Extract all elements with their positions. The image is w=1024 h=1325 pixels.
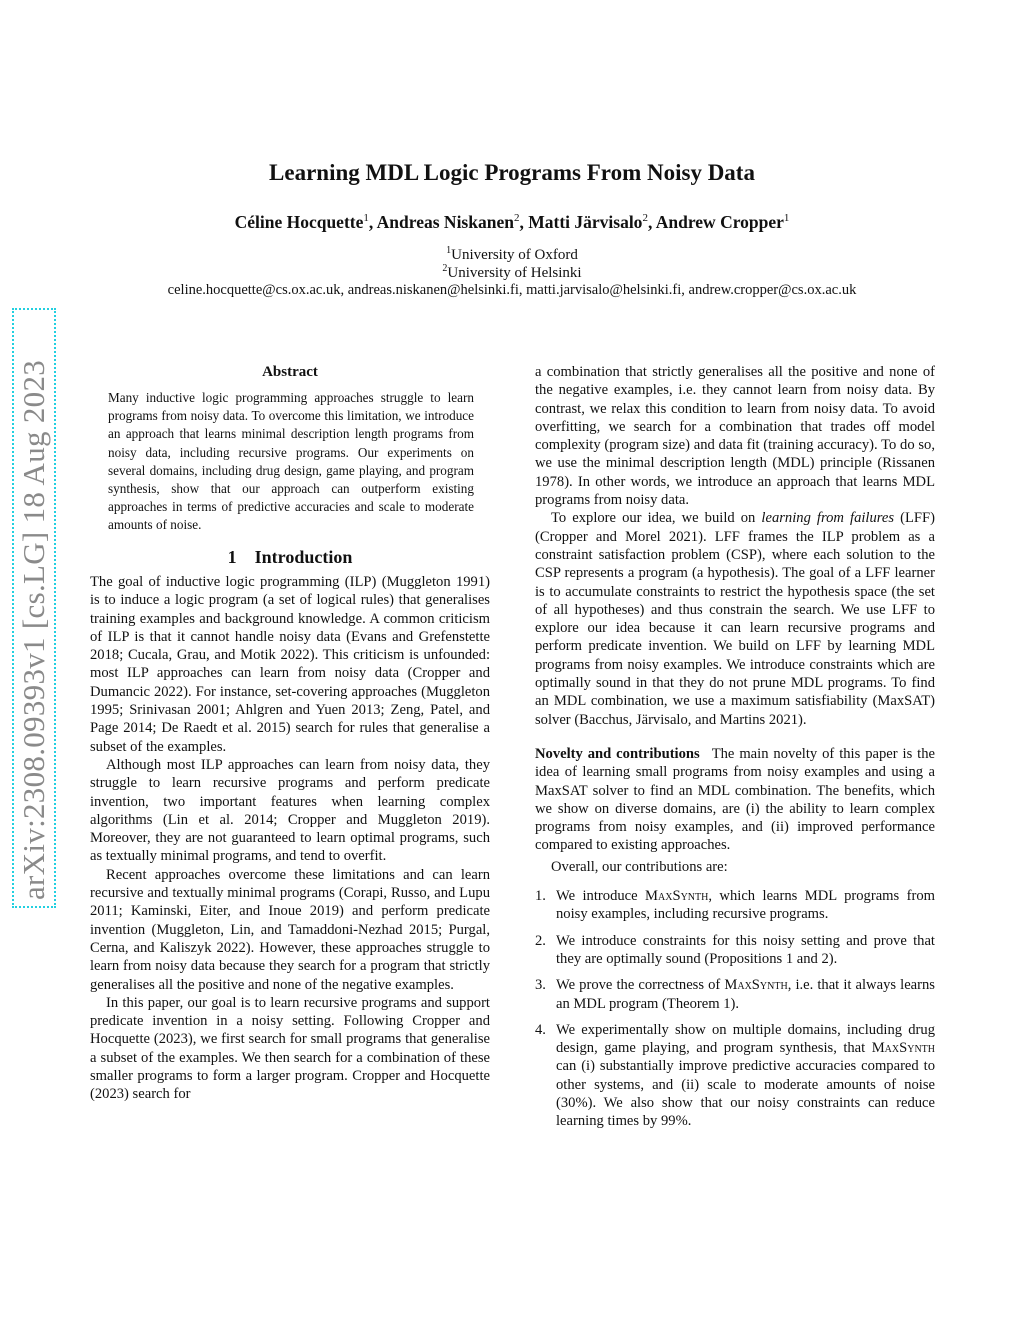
text-run: We introduce — [556, 888, 646, 905]
text-run: The main novelty of this paper is the idea of learning small programs from noisy examples and using a MaxSAT solver to find an MDL combination. The benefits, which we show on diverse domains, are (i) the ability to learn complex programs from noisy examples, and (ii) improved performance compared to existing approaches. — [535, 745, 935, 854]
text-run: We introduce constraints for this noisy setting and prove that they are optimally sound (Propositions 1 and 2). — [556, 932, 935, 967]
author-affiliation-mark: 2 — [642, 212, 648, 225]
abstract-text: Many inductive logic programming approaches struggle to learn programs from noisy data. To overcome this limitation, we introduce an approach that learns minimal description length programs from noisy data, including recursive programs. Our experiments on several domains, including drug design, game playing, and program synthesis, show that our approach can outperform existing approaches in terms of predictive accuracies and scale to moderate amounts of noise. — [108, 390, 474, 533]
affiliation-number: 2 — [442, 263, 448, 274]
system-name: MaxSynth — [724, 977, 788, 994]
list-item — [535, 932, 935, 969]
affiliation — [0, 263, 1024, 282]
author-name: Céline Hocquette — [234, 212, 364, 232]
affiliation — [0, 245, 1024, 264]
author-affiliation-mark: 1 — [783, 212, 790, 225]
paragraph — [535, 509, 935, 729]
author-emails: celine.hocquette@cs.ox.ac.uk, andreas.niskanen@helsinki.fi, matti.jarvisalo@helsinki.fi, andrew.cropper@cs.ox.ac.uk — [167, 282, 857, 298]
left-column — [90, 573, 490, 1104]
paragraph: The goal of inductive logic programming (ILP) (Muggleton 1991) is to induce a logic program (a set of logical rules) that generalises training examples and background knowledge. A common criticism of ILP is that it cannot handle noisy data (Evans and Grefenstette 2018; Cucala, Grau, and Motik 2022). This criticism is unfounded: most ILP approaches can learn from noisy data (Cropper and Dumancic 2022). For instance, set-covering approaches (Muggleton 1995; Srinivasan 2001; Ahlgren and Yuen 2013; Zeng, Patel, and Page 2014; De Raedt et al. 2015) search for rules that generalise a subset of the examples. — [90, 574, 490, 755]
affiliation-name: University of Oxford — [451, 247, 578, 263]
text-run: , which learns MDL programs from noisy examples, including recursive programs. — [556, 888, 935, 923]
author-list: Céline Hocquette$^1$, Andreas Niskanen$^2$, Matti Järvisalo$^2$, Andrew Cropper$^1$ — [234, 212, 790, 232]
author-name: Andrew Cropper — [655, 212, 784, 232]
author-name: Matti Järvisalo — [528, 212, 643, 232]
text-run: (LFF) (Cropper and Morel 2021). LFF frames the ILP problem as a constraint satisfaction problem (CSP), where each solution to the CSP represents a program (a hypothesis). The goal of a LFF learner is to accumulate constraints to restrict the hypothesis space (the set of all hypotheses) and thus constrain the search. We use LFF to explore our idea because it can learn recursive programs and perform predicate invention. We build on LFF by learning MDL programs from noisy examples. We introduce constraints which are optimally sound in that they do not prune MDL programs. To find an MDL combination, we use a maximum satisfiability (MaxSAT) solver (Bacchus, Järvisalo, and Martins 2021). — [535, 510, 935, 728]
list-number: 4. — [535, 1021, 546, 1038]
paragraph: Overall, our contributions are: — [551, 858, 728, 875]
paragraph: a combination that strictly generalises all the positive and none of the negative examples, i.e. they cannot learn from noisy data. By contrast, we relax this condition to learn from noisy data. To avoid overfitting, we search for a combination that trades off model complexity (program size) and data fit (training accuracy). To do so, we use the minimal description length (MDL) principle (Rissanen 1978). In other words, we introduce an approach that learns MDL programs from noisy data. — [535, 364, 935, 509]
text-run: , i.e. that it always learns an MDL program (Theorem 1). — [556, 977, 935, 1012]
affiliation-name: University of Helsinki — [447, 265, 582, 281]
arxiv-identifier-stamp: arXiv:2308.09393v1 [cs.LG] 18 Aug 2023 — [12, 308, 56, 908]
paragraph: Recent approaches overcome these limitations and can learn recursive and textually minimal programs (Corapi, Russo, and Lupu 2011; Kaminski, Eiter, and Inoue 2019) and perform predicate invention (Muggleton, Lin, and Tamaddoni-Nezhad 2015; Purgal, Cerna, and Kaliszyk 2022). However, these approaches struggle to learn from noisy data because they search for a program that strictly generalises all the positive and none of the negative examples. — [90, 866, 490, 993]
list-number: 2. — [535, 932, 546, 949]
contributions-list — [535, 887, 935, 1131]
text-run: We prove the correctness of — [556, 977, 725, 994]
author-affiliation-mark: 1 — [363, 212, 369, 225]
text-run: can (i) substantially improve predictive accuracies compared to other systems, and (ii) scale to moderate amounts of noise (30%). We also show that our noisy constraints can reduce learning times by 99%. — [556, 1058, 935, 1130]
text-run: To explore our idea, we build on — [551, 510, 762, 527]
paragraph — [535, 745, 935, 855]
list-number: 1. — [535, 888, 546, 905]
list-item — [535, 887, 935, 924]
system-name: MaxSynth — [871, 1040, 935, 1057]
affiliation-number: 1 — [446, 245, 452, 256]
paper-title: Learning MDL Logic Programs From Noisy Data — [269, 160, 755, 185]
list-number: 3. — [535, 977, 546, 994]
paragraph: In this paper, our goal is to learn recursive programs and support predicate invention in a noisy setting. Following Cropper and Hocquette (2023), we first search for small programs that generalise a subset of the examples. We then search for a combination of these smaller programs to form a larger program. Cropper and Hocquette (2023) search for — [90, 994, 490, 1103]
section-heading — [90, 547, 490, 568]
author-name: Andreas Niskanen — [376, 212, 514, 232]
text-run: We experimentally show on multiple domains, including drug design, game playing, and program synthesis, that — [556, 1021, 935, 1057]
list-item — [535, 976, 935, 1013]
list-item — [535, 1021, 935, 1131]
right-column — [535, 363, 935, 1139]
emphasis-term: learning from failures — [761, 510, 895, 527]
section-number: 1 — [227, 547, 237, 567]
run-in-heading: Novelty and contributions — [535, 745, 700, 762]
system-name: MaxSynth — [645, 888, 709, 905]
author-affiliation-mark: 2 — [513, 212, 520, 225]
paragraph: Although most ILP approaches can learn from noisy data, they struggle to learn recursive programs and perform predicate invention, two important features when learning complex algorithms (Lin et al. 2014; Cropper and Muggleton 2019). Moreover, they are not guaranteed to learn optimal programs, such as textually minimal programs, and tend to overfit. — [90, 756, 490, 865]
abstract-heading: Abstract — [262, 364, 318, 380]
section-title: Introduction — [254, 547, 353, 567]
